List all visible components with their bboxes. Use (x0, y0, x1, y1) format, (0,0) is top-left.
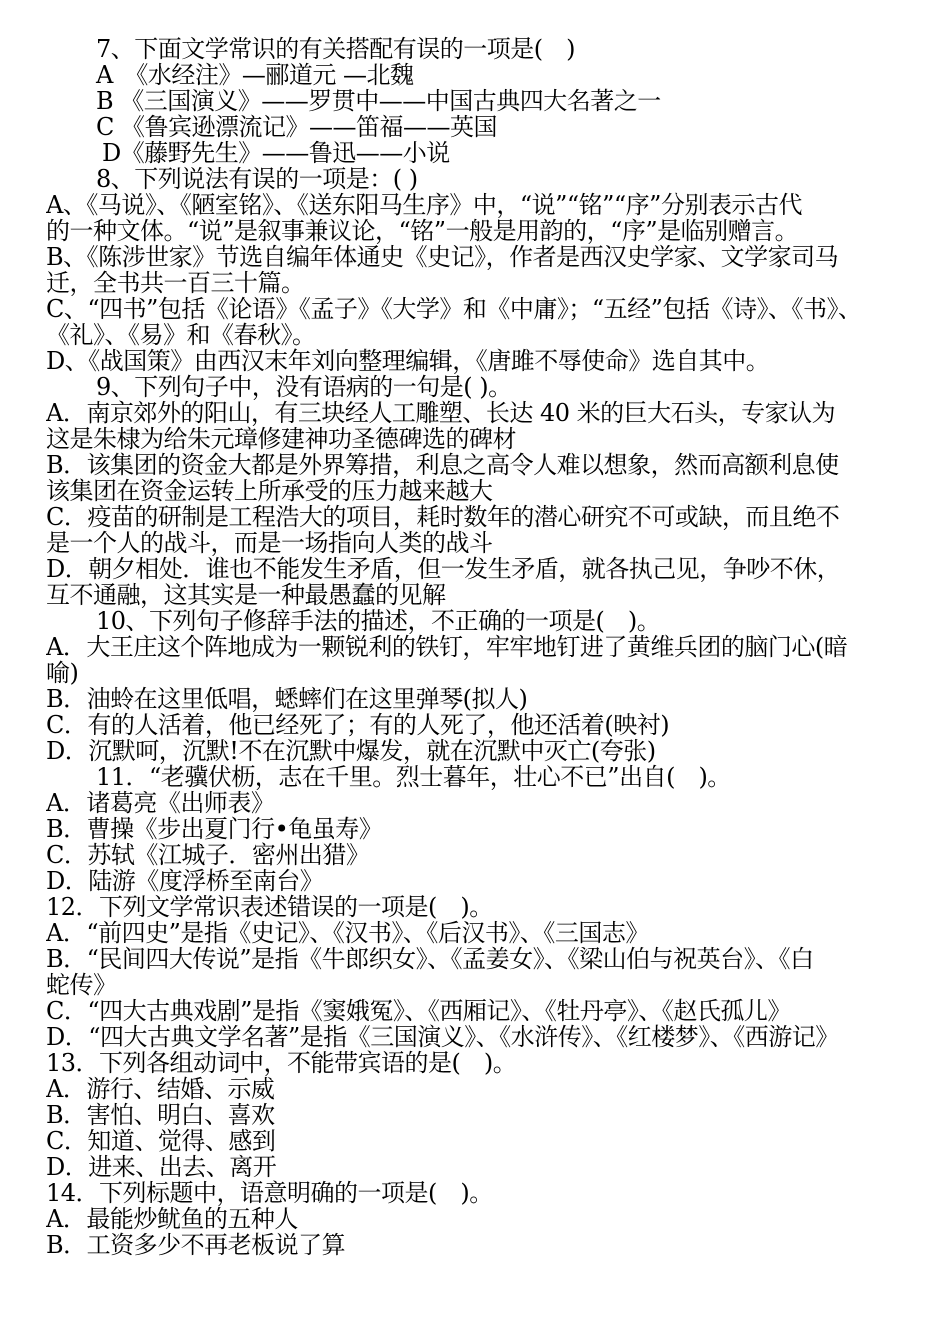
text-line: 8、下列说法有误的一项是：( ) (96, 166, 418, 192)
text-line: 7、下面文学常识的有关搭配有误的一项是( ) (96, 36, 575, 62)
text-line: 《礼》、《易》和《春秋》。 (46, 322, 316, 348)
text-line: C．苏轼《江城子．密州出猎》 (46, 842, 370, 868)
text-line: B．曹操《步出夏门行•龟虽寿》 (46, 816, 383, 842)
text-line: 喻) (46, 660, 79, 686)
text-line: D《藤野先生》——鲁迅——小说 (102, 140, 450, 166)
text-line: A．大王庄这个阵地成为一颗锐利的铁钉，牢牢地钉进了黄维兵团的脑门心(暗 (46, 634, 848, 660)
text-line: 迁，全书共一百三十篇。 (46, 270, 305, 296)
text-line: A．诸葛亮《出师表》 (46, 790, 275, 816)
text-line: 9、下列句子中，没有语病的一句是( )。 (96, 374, 512, 400)
text-line: 13．下列各组动词中，不能带宾语的是( )。 (46, 1050, 517, 1076)
text-line: C 《鲁宾逊漂流记》——笛福——英国 (96, 114, 497, 140)
text-line: A、《马说》、《陋室铭》、《送东阳马生序》中，“说”“铭”“序”分别表示古代 (46, 192, 802, 218)
text-line: 14．下列标题中，语意明确的一项是( )。 (46, 1180, 493, 1206)
text-line: D．进来、出去、离开 (46, 1154, 277, 1180)
text-line: C．疫苗的研制是工程浩大的项目，耗时数年的潜心研究不可或缺，而且绝不 (46, 504, 840, 530)
text-line: D．沉默呵，沉默!不在沉默中爆发，就在沉默中灭亡(夸张) (46, 738, 656, 764)
text-line: C．有的人活着，他已经死了；有的人死了，他还活着(映衬) (46, 712, 670, 738)
text-line: 该集团在资金运转上所承受的压力越来越大 (46, 478, 493, 504)
text-line: A．最能炒鱿鱼的五种人 (46, 1206, 298, 1232)
text-line: C．知道、觉得、感到 (46, 1128, 276, 1154)
text-line: D．“四大古典文学名著”是指《三国演义》、《水浒传》、《红楼梦》、《西游记》 (46, 1024, 839, 1050)
text-line: A．游行、结婚、示威 (46, 1076, 275, 1102)
text-line: 11．“老骥伏枥，志在千里。烈士暮年，壮心不已”出自( )。 (96, 764, 731, 790)
text-line: 这是朱棣为给朱元璋修建神功圣德碑选的碑材 (46, 426, 516, 452)
text-line: D．朝夕相处．谁也不能发生矛盾，但一发生矛盾，就各执己见，争吵不休， (46, 556, 841, 582)
text-line: B、《陈涉世家》节选自编年体通史《史记》，作者是西汉史学家、文学家司马 (46, 244, 839, 270)
text-line: A．“前四史”是指《史记》、《汉书》、《后汉书》、《三国志》 (46, 920, 649, 946)
document-page (46, 36, 910, 1258)
text-line: B．害怕、明白、喜欢 (46, 1102, 275, 1128)
text-line: C、“四书”包括《论语》《孟子》《大学》和《中庸》；“五经”包括《诗》、《书》、 (46, 296, 862, 322)
text-line: D．陆游《度浮桥至南台》 (46, 868, 324, 894)
text-line: B 《三国演义》——罗贯中——中国古典四大名著之一 (96, 88, 661, 114)
text-line: B．油蛉在这里低唱，蟋蟀们在这里弹琴(拟人) (46, 686, 528, 712)
text-line: B．“民间四大传说”是指《牛郎织女》、《孟姜女》、《梁山伯与祝英台》、《白 (46, 946, 814, 972)
text-line: 互不通融，这其实是一种最愚蠢的见解 (46, 582, 446, 608)
text-line: B．该集团的资金大都是外界筹措，利息之高令人难以想象，然而高额利息使 (46, 452, 839, 478)
text-line: A 《水经注》—郦道元 —北魏 (96, 62, 414, 88)
text-line: C．“四大古典戏剧”是指《窦娥冤》、《西厢记》、《牡丹亭》、《赵氏孤儿》 (46, 998, 791, 1024)
text-line: 是一个人的战斗，而是一场指向人类的战斗 (46, 530, 493, 556)
text-line: A．南京郊外的阳山，有三块经人工雕塑、长达 40 米的巨大石头，专家认为 (46, 400, 836, 426)
text-line: D、《战国策》由西汉末年刘向整理编辑，《唐雎不辱使命》选自其中。 (46, 348, 770, 374)
text-line: B．工资多少不再老板说了算 (46, 1232, 346, 1258)
text-line: 10、下列句子修辞手法的描述，不正确的一项是( )。 (96, 608, 661, 634)
text-line: 蛇传》 (46, 972, 117, 998)
text-line: 12．下列文学常识表述错误的一项是( )。 (46, 894, 493, 920)
text-line: 的一种文体。“说”是叙事兼议论，“铭”一般是用韵的，“序”是临别赠言。 (46, 218, 799, 244)
